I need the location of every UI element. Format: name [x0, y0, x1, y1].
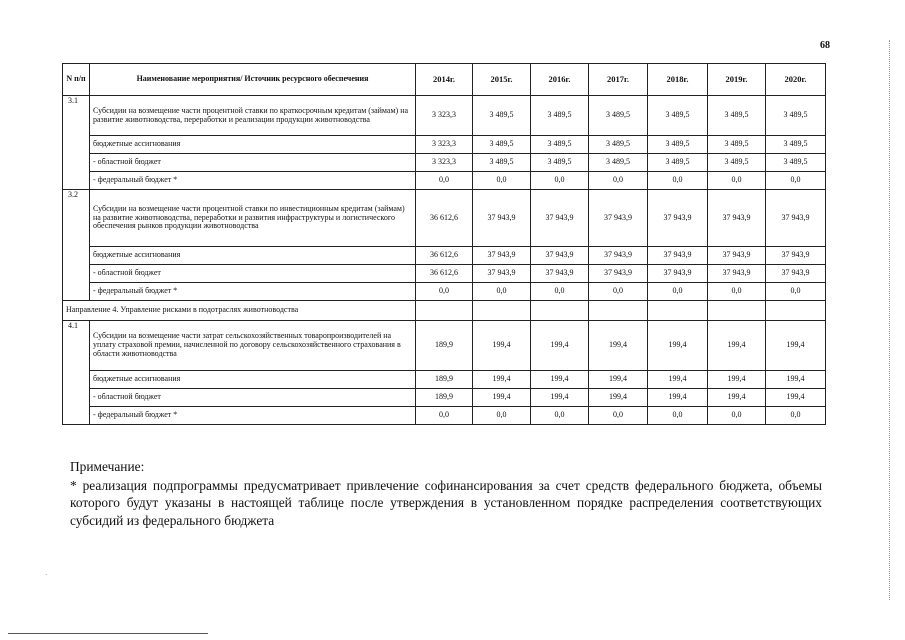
value-cell: 37 943,9 — [473, 190, 531, 247]
table-row — [63, 407, 826, 425]
row-number: 4.1 — [63, 321, 90, 425]
value-cell: 199,4 — [531, 389, 589, 407]
value-cell: 199,4 — [531, 321, 589, 371]
value-cell: 0,0 — [766, 407, 826, 425]
value-cell: 3 323,3 — [416, 96, 473, 136]
source-label: бюджетные ассигнования — [90, 136, 416, 154]
value-cell: 3 489,5 — [531, 96, 589, 136]
value-cell: 0,0 — [708, 283, 766, 301]
value-cell: 0,0 — [531, 172, 589, 190]
header-year: 2016г. — [531, 64, 589, 96]
value-cell: 37 943,9 — [531, 265, 589, 283]
header-name: Наименование мероприятия/ Источник ресурсного обеспечения — [90, 64, 416, 96]
value-cell: 199,4 — [589, 371, 648, 389]
table-row — [63, 283, 826, 301]
table-row — [63, 172, 826, 190]
value-cell: 37 943,9 — [648, 247, 708, 265]
row-number: 3.2 — [63, 190, 90, 301]
value-cell: 199,4 — [708, 389, 766, 407]
measure-title: Субсидии на возмещение части процентной ставки по инвестиционным кредитам (займам) на развитие животноводства, переработки и развития инфраструктуры и логистического обеспечения рынков продукции животноводства — [90, 190, 416, 247]
table-row — [63, 389, 826, 407]
value-cell: 0,0 — [589, 407, 648, 425]
value-cell: 0,0 — [648, 283, 708, 301]
value-cell: 3 489,5 — [766, 154, 826, 172]
value-cell: 199,4 — [766, 389, 826, 407]
table-row — [63, 247, 826, 265]
value-cell: 189,9 — [416, 321, 473, 371]
value-cell: 0,0 — [416, 407, 473, 425]
empty-cell — [473, 301, 531, 321]
value-cell: 37 943,9 — [648, 190, 708, 247]
header-year: 2015г. — [473, 64, 531, 96]
note-block — [70, 458, 822, 529]
value-cell: 0,0 — [648, 172, 708, 190]
header-number: N п/п — [63, 64, 90, 96]
scan-speck: ˊ — [45, 573, 48, 581]
empty-cell — [589, 301, 648, 321]
value-cell: 0,0 — [531, 407, 589, 425]
table-header-row — [63, 64, 826, 96]
table-row — [63, 321, 826, 371]
note-text: * реализация подпрограммы предусматривает привлечение софинансирования за счет средств федерального бюджета, объемы которого будут указаны в настоящей таблице после утверждения в установленном порядке распределения соответствующих субсидий из федерального бюджета — [70, 477, 822, 528]
value-cell: 199,4 — [766, 371, 826, 389]
value-cell: 3 489,5 — [648, 154, 708, 172]
value-cell: 37 943,9 — [473, 265, 531, 283]
value-cell: 189,9 — [416, 371, 473, 389]
empty-cell — [708, 301, 766, 321]
empty-cell — [648, 301, 708, 321]
value-cell: 37 943,9 — [589, 247, 648, 265]
value-cell: 199,4 — [589, 321, 648, 371]
measure-title: Субсидии на возмещение части процентной ставки по краткосрочным кредитам (займам) на развитие животноводства, переработки и реализации продукции животноводства — [90, 96, 416, 136]
value-cell: 3 489,5 — [473, 136, 531, 154]
value-cell: 0,0 — [648, 407, 708, 425]
source-label: - областной бюджет — [90, 265, 416, 283]
empty-cell — [531, 301, 589, 321]
value-cell: 0,0 — [708, 172, 766, 190]
page-number: 68 — [820, 40, 830, 51]
value-cell: 3 489,5 — [589, 154, 648, 172]
value-cell: 0,0 — [766, 283, 826, 301]
table-row — [63, 371, 826, 389]
value-cell: 0,0 — [531, 283, 589, 301]
value-cell: 199,4 — [708, 371, 766, 389]
value-cell: 3 489,5 — [648, 136, 708, 154]
header-year: 2018г. — [648, 64, 708, 96]
table-row — [63, 265, 826, 283]
header-year: 2020г. — [766, 64, 826, 96]
source-label: - федеральный бюджет * — [90, 172, 416, 190]
value-cell: 0,0 — [473, 283, 531, 301]
value-cell: 3 323,3 — [416, 136, 473, 154]
header-year: 2019г. — [708, 64, 766, 96]
value-cell: 0,0 — [473, 407, 531, 425]
note-label: Примечание: — [70, 459, 145, 474]
value-cell: 0,0 — [473, 172, 531, 190]
value-cell: 37 943,9 — [473, 247, 531, 265]
value-cell: 199,4 — [648, 389, 708, 407]
empty-cell — [766, 301, 826, 321]
table-row — [63, 136, 826, 154]
value-cell: 3 489,5 — [766, 136, 826, 154]
section-row — [63, 301, 826, 321]
value-cell: 3 489,5 — [473, 96, 531, 136]
value-cell: 37 943,9 — [766, 265, 826, 283]
value-cell: 3 489,5 — [589, 96, 648, 136]
value-cell: 199,4 — [766, 321, 826, 371]
table-row — [63, 154, 826, 172]
value-cell: 3 489,5 — [766, 96, 826, 136]
value-cell: 37 943,9 — [708, 247, 766, 265]
section-title: Направление 4. Управление рисками в подотраслях животноводства — [63, 301, 416, 321]
value-cell: 36 612,6 — [416, 247, 473, 265]
value-cell: 3 489,5 — [589, 136, 648, 154]
value-cell: 36 612,6 — [416, 190, 473, 247]
value-cell: 3 489,5 — [473, 154, 531, 172]
table-row — [63, 96, 826, 136]
table-row — [63, 190, 826, 247]
value-cell: 37 943,9 — [531, 247, 589, 265]
source-label: - федеральный бюджет * — [90, 407, 416, 425]
value-cell: 0,0 — [416, 172, 473, 190]
value-cell: 36 612,6 — [416, 265, 473, 283]
value-cell: 37 943,9 — [766, 247, 826, 265]
page-edge-line — [889, 40, 890, 600]
footer-rule — [8, 633, 208, 634]
empty-cell — [416, 301, 473, 321]
value-cell: 3 489,5 — [531, 154, 589, 172]
value-cell: 0,0 — [766, 172, 826, 190]
value-cell: 37 943,9 — [531, 190, 589, 247]
header-year: 2017г. — [589, 64, 648, 96]
source-label: бюджетные ассигнования — [90, 247, 416, 265]
value-cell: 3 323,3 — [416, 154, 473, 172]
source-label: - областной бюджет — [90, 154, 416, 172]
value-cell: 37 943,9 — [648, 265, 708, 283]
source-label: - областной бюджет — [90, 389, 416, 407]
value-cell: 199,4 — [473, 389, 531, 407]
value-cell: 0,0 — [589, 283, 648, 301]
value-cell: 3 489,5 — [708, 96, 766, 136]
value-cell: 199,4 — [473, 371, 531, 389]
value-cell: 37 943,9 — [589, 265, 648, 283]
value-cell: 199,4 — [708, 321, 766, 371]
source-label: - федеральный бюджет * — [90, 283, 416, 301]
value-cell: 189,9 — [416, 389, 473, 407]
value-cell: 0,0 — [416, 283, 473, 301]
value-cell: 199,4 — [473, 321, 531, 371]
value-cell: 3 489,5 — [648, 96, 708, 136]
value-cell: 3 489,5 — [531, 136, 589, 154]
value-cell: 199,4 — [531, 371, 589, 389]
value-cell: 199,4 — [589, 389, 648, 407]
value-cell: 37 943,9 — [708, 265, 766, 283]
row-number: 3.1 — [63, 96, 90, 190]
value-cell: 3 489,5 — [708, 154, 766, 172]
measure-title: Субсидии на возмещение части затрат сельскохозяйственных товаропроизводителей на уплату страховой премии, начисленной по договору сельскохозяйственного страхования в области животноводства — [90, 321, 416, 371]
header-year: 2014г. — [416, 64, 473, 96]
value-cell: 0,0 — [708, 407, 766, 425]
value-cell: 199,4 — [648, 371, 708, 389]
value-cell: 37 943,9 — [708, 190, 766, 247]
value-cell: 0,0 — [589, 172, 648, 190]
value-cell: 37 943,9 — [766, 190, 826, 247]
value-cell: 3 489,5 — [708, 136, 766, 154]
value-cell: 37 943,9 — [589, 190, 648, 247]
source-label: бюджетные ассигнования — [90, 371, 416, 389]
value-cell: 199,4 — [648, 321, 708, 371]
budget-table — [62, 63, 826, 425]
